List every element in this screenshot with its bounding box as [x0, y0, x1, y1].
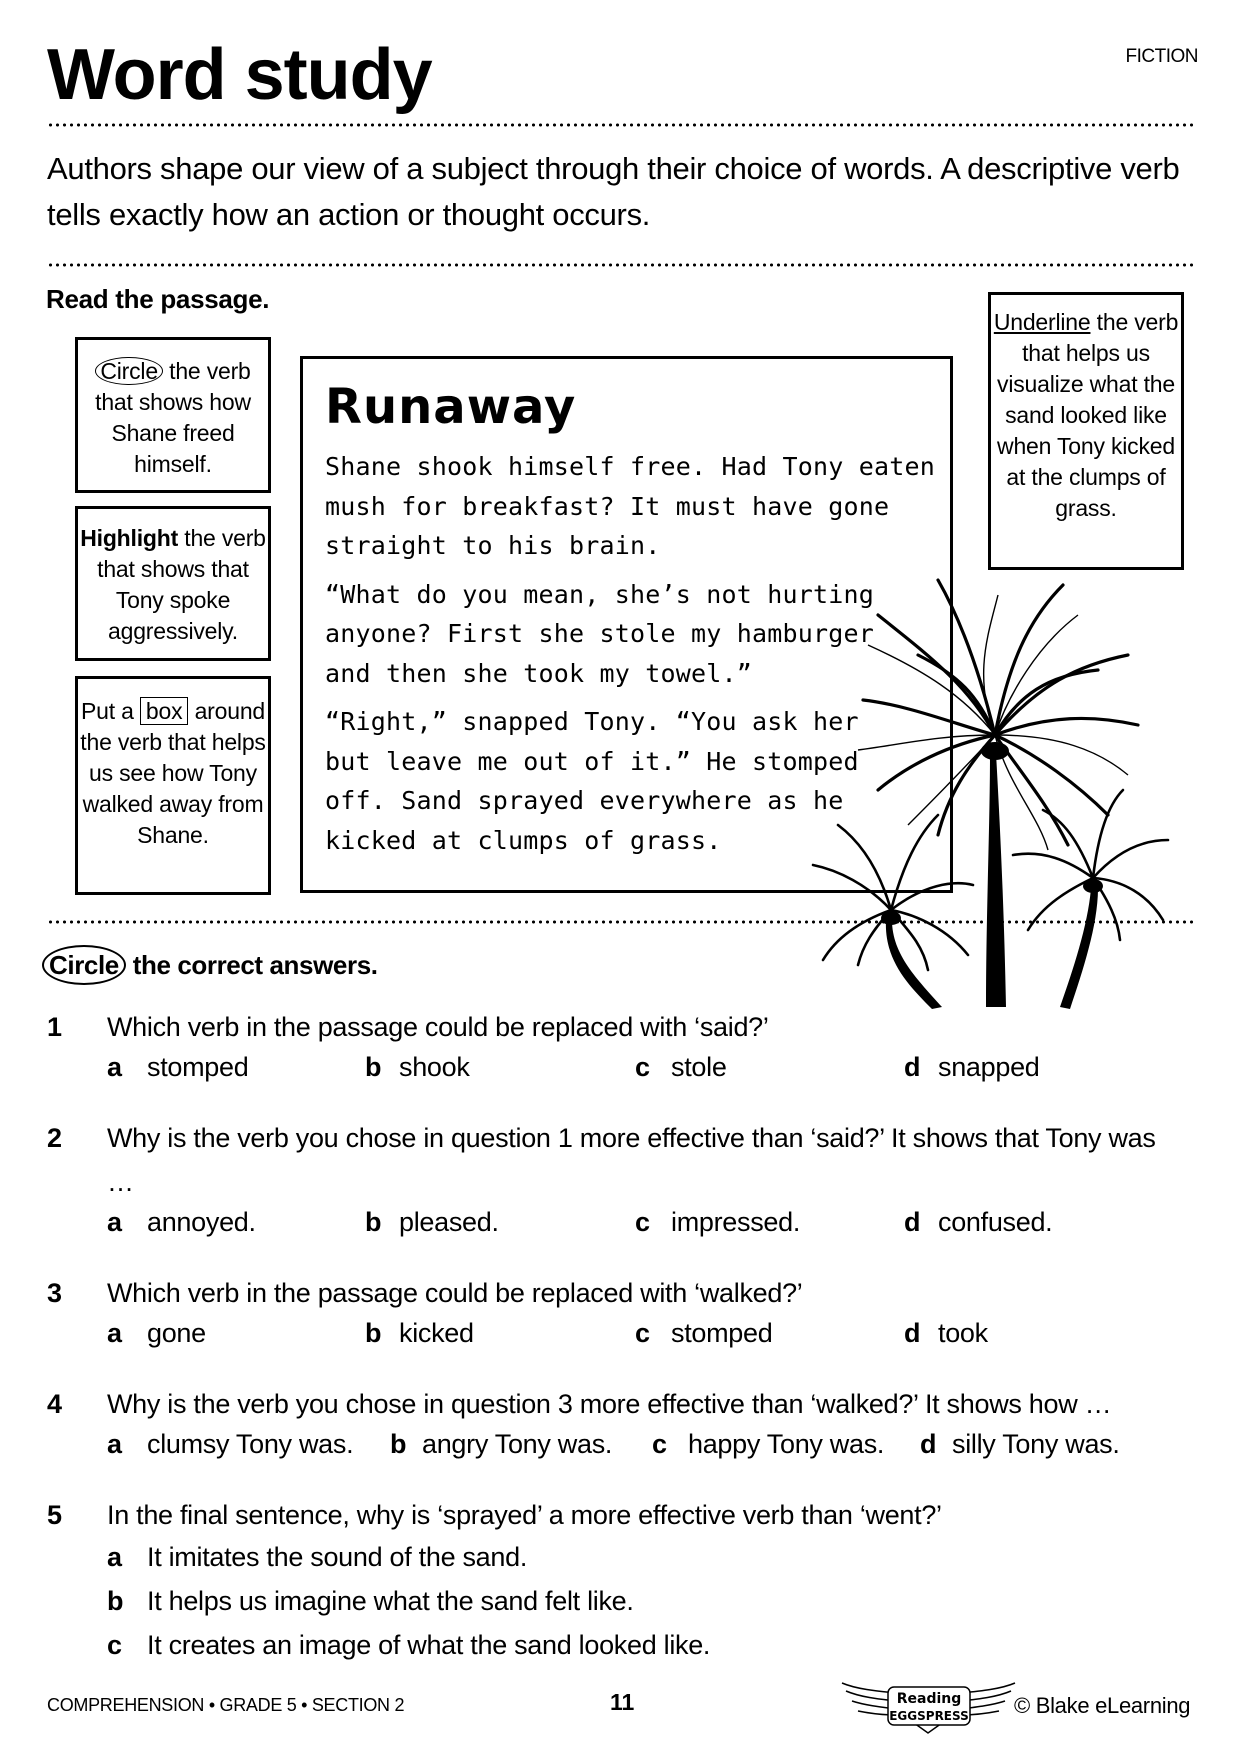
answer-option[interactable] [920, 1429, 1120, 1460]
dotted-divider [47, 123, 1195, 127]
read-passage-heading: Read the passage. [46, 284, 270, 314]
option-letter: d [904, 1052, 921, 1082]
question-text: Why is the verb you chose in question 1 more effective than ‘said?’ It shows that Tony was … [107, 1123, 1156, 1197]
option-letter: c [635, 1207, 650, 1237]
answer-option[interactable] [635, 1052, 727, 1083]
question-number: 3 [47, 1278, 62, 1308]
dotted-divider [47, 263, 1195, 267]
option-text: It imitates the sound of the sand. [147, 1542, 528, 1572]
option-text: angry Tony was. [422, 1429, 613, 1459]
instruction-text: the verb that shows how Shane freed himself. [95, 358, 251, 477]
page-title: Word study [47, 35, 432, 115]
option-text: impressed. [671, 1207, 801, 1237]
question-number: 5 [47, 1500, 62, 1530]
question-text: Why is the verb you chose in question 3 more effective than ‘walked?’ It shows how … [107, 1389, 1112, 1419]
passage-paragraph: “What do you mean, she’s not hurting anyone? First she stole my hamburger and then she took my towel.” [325, 579, 875, 688]
option-letter: d [920, 1429, 937, 1459]
option-letter: a [107, 1052, 122, 1082]
logo-text-bottom: EGGSPRESS [889, 1709, 969, 1723]
copyright: © Blake eLearning [1014, 1693, 1191, 1718]
circle-keyword: Circle [95, 357, 163, 385]
option-letter: d [904, 1207, 921, 1237]
answer-option[interactable] [635, 1318, 772, 1349]
option-letter: b [390, 1429, 407, 1459]
option-letter: c [635, 1052, 650, 1082]
answer-option[interactable] [365, 1052, 470, 1083]
instruction-underline-box [988, 292, 1184, 570]
option-text: It creates an image of what the sand looked like. [147, 1630, 711, 1660]
question-text: In the final sentence, why is ‘sprayed’ a more effective verb than ‘went?’ [107, 1500, 942, 1530]
option-text: kicked [399, 1318, 474, 1348]
option-letter: b [365, 1318, 382, 1348]
highlight-keyword: Highlight [80, 525, 179, 551]
palm-trees-icon [808, 575, 1188, 1015]
option-letter: c [652, 1429, 667, 1459]
answer-option[interactable] [652, 1429, 884, 1460]
option-letter: a [107, 1207, 122, 1237]
option-text: pleased. [399, 1207, 499, 1237]
answer-option[interactable] [635, 1207, 800, 1238]
question-text: Which verb in the passage could be replaced with ‘walked?’ [107, 1278, 803, 1308]
passage-paragraph: Shane shook himself free. Had Tony eaten mush for breakfast? It must have gone straight to his brain. [325, 452, 936, 560]
option-text: clumsy Tony was. [147, 1429, 354, 1459]
option-text: silly Tony was. [952, 1429, 1120, 1459]
instruction-text: Put a [81, 698, 140, 724]
answer-option[interactable] [107, 1630, 710, 1661]
option-text: took [938, 1318, 988, 1348]
question-number: 4 [47, 1389, 62, 1419]
question-number: 1 [47, 1012, 62, 1042]
option-letter: b [365, 1052, 382, 1082]
box-keyword: box [140, 697, 188, 725]
answer-option[interactable] [904, 1207, 1052, 1238]
answer-option[interactable] [390, 1429, 612, 1460]
answer-option[interactable] [107, 1429, 353, 1460]
questions-heading-text: the correct answers. [125, 950, 378, 980]
circle-keyword: Circle [42, 945, 126, 985]
option-text: shook [399, 1052, 470, 1082]
genre-label: FICTION [1125, 46, 1198, 67]
page-number: 11 [610, 1689, 635, 1715]
footer-series: COMPREHENSION • GRADE 5 • SECTION 2 [47, 1695, 405, 1715]
option-letter: c [107, 1630, 122, 1660]
option-text: annoyed. [147, 1207, 256, 1237]
instruction-highlight-box [75, 506, 271, 661]
option-text: stole [671, 1052, 727, 1082]
reading-eggspress-logo [836, 1675, 1021, 1735]
questions-heading [42, 945, 378, 985]
option-text: snapped [938, 1052, 1040, 1082]
answer-option[interactable] [365, 1207, 499, 1238]
question-number: 2 [47, 1123, 62, 1153]
answer-option[interactable] [107, 1052, 248, 1083]
instruction-box-box [75, 676, 271, 895]
answer-option[interactable] [904, 1318, 988, 1349]
instruction-text: the verb that helps us visualize what the sand looked like when Tony kicked at the clumps of grass. [997, 309, 1179, 521]
option-text: gone [147, 1318, 206, 1348]
option-letter: a [107, 1318, 122, 1348]
option-letter: c [635, 1318, 650, 1348]
answer-option[interactable] [904, 1052, 1040, 1083]
option-letter: a [107, 1429, 122, 1459]
passage-title: Runaway [325, 379, 577, 435]
passage-paragraph: “Right,” snapped Tony. “You ask her but leave me out of it.” He stomped off. Sand sprayed everywhere as he kicked at clumps of grass. [325, 707, 859, 855]
option-text: happy Tony was. [688, 1429, 885, 1459]
instruction-text: the verb that shows that Tony spoke aggressively. [97, 525, 266, 644]
option-letter: b [365, 1207, 382, 1237]
instruction-text: around the verb that helps us see how Tony walked away from Shane. [80, 698, 266, 848]
option-letter: d [904, 1318, 921, 1348]
answer-option[interactable] [107, 1318, 206, 1349]
option-letter: b [107, 1586, 124, 1616]
answer-option[interactable] [107, 1586, 634, 1617]
answer-option[interactable] [107, 1207, 256, 1238]
question-text: Which verb in the passage could be replaced with ‘said?’ [107, 1012, 769, 1042]
option-text: stomped [147, 1052, 249, 1082]
option-text: It helps us imagine what the sand felt like. [147, 1586, 634, 1616]
intro-text: Authors shape our view of a subject through their choice of words. A descriptive verb tells exactly how an action or thought occurs. [47, 151, 1180, 232]
answer-option[interactable] [107, 1542, 527, 1573]
logo-text-top: Reading [896, 1691, 962, 1707]
answer-option[interactable] [365, 1318, 474, 1349]
instruction-circle-box [75, 337, 271, 493]
option-text: stomped [671, 1318, 773, 1348]
option-letter: a [107, 1542, 122, 1572]
underline-keyword: Underline [993, 309, 1091, 335]
option-text: confused. [938, 1207, 1053, 1237]
